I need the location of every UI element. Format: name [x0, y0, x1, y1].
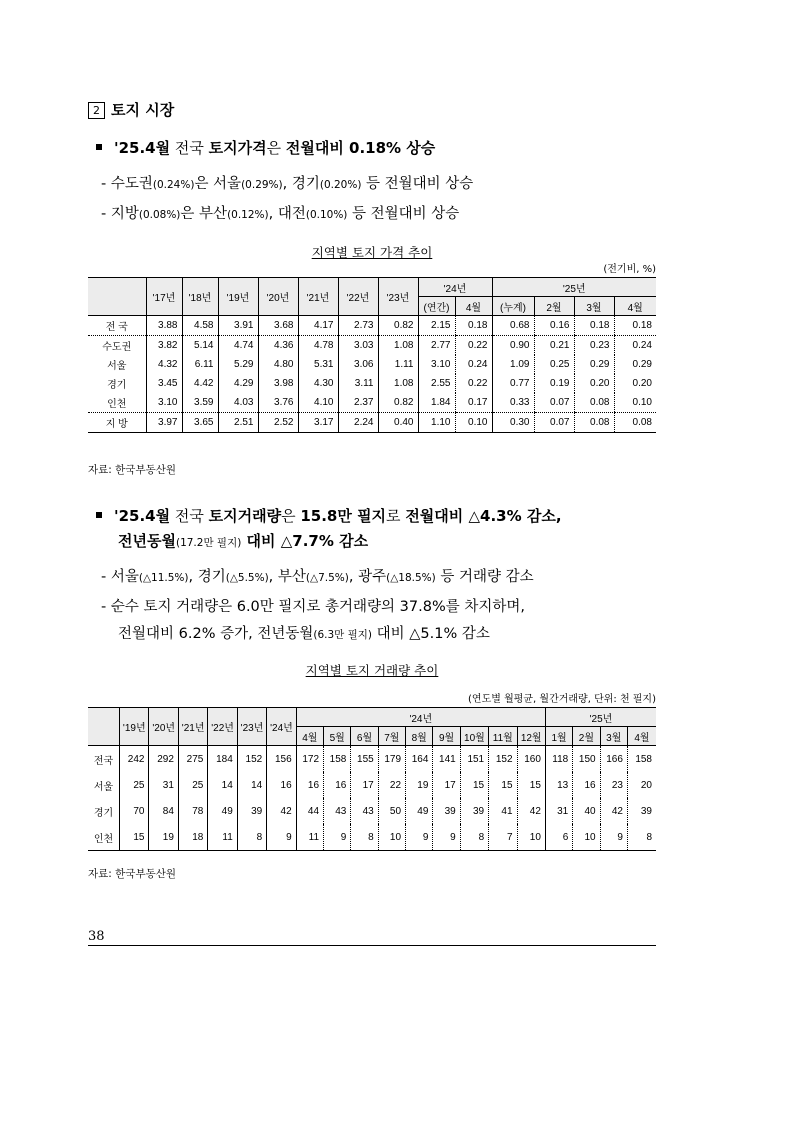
- text: (0.20%): [319, 179, 362, 191]
- table-cell: 118: [545, 746, 572, 773]
- table-cell: 0.20: [574, 374, 614, 393]
- table-cell: 39: [237, 798, 266, 824]
- table-cell: 0.19: [534, 374, 574, 393]
- table-cell: 9: [324, 824, 351, 851]
- table-row: [88, 413, 656, 433]
- text: 등 전월대비 상승: [361, 176, 474, 192]
- table-cell: 11: [296, 824, 323, 851]
- header-month: 10월: [460, 727, 488, 746]
- table-cell: 43: [324, 798, 351, 824]
- table-cell: 0.24: [455, 355, 492, 374]
- row-region: 수도권: [102, 342, 132, 353]
- table-cell: 50: [378, 798, 405, 824]
- land-price-table: [88, 277, 656, 433]
- table-cell: 19: [149, 824, 178, 851]
- table-cell: 4.74: [218, 336, 258, 356]
- text: 서울: [110, 569, 139, 585]
- table-cell: 43: [351, 798, 378, 824]
- header-year: '19년: [218, 278, 258, 316]
- table-cell: 0.23: [574, 336, 614, 356]
- table-cell: 14: [237, 772, 266, 798]
- table-cell: 0.22: [455, 336, 492, 356]
- row-region: 경기: [93, 807, 114, 819]
- text: , 경기: [188, 569, 226, 585]
- table-cell: 39: [433, 798, 460, 824]
- table-cell: 49: [208, 798, 237, 824]
- header-month: 4월: [627, 727, 656, 746]
- row-region: 인천: [88, 393, 146, 413]
- header-year: '22년: [338, 278, 378, 316]
- header-year: '23년: [378, 278, 418, 316]
- table-cell: 8: [627, 824, 656, 851]
- table-cell: 0.17: [455, 393, 492, 413]
- table-cell: 20: [627, 772, 656, 798]
- bullet-keyword: 토지가격: [208, 139, 267, 157]
- table-cell: 9: [600, 824, 627, 851]
- table-cell: 15: [120, 824, 149, 851]
- table2-source: 자료: 한국부동산원: [88, 868, 177, 880]
- table-cell: 25: [178, 772, 207, 798]
- header-year: '19년: [120, 708, 149, 746]
- table-cell: 4.42: [182, 374, 218, 393]
- header-month: 6월: [351, 727, 378, 746]
- table-cell: 0.18: [614, 316, 656, 336]
- table-cell: 3.17: [298, 413, 338, 433]
- bullet-highlight: 전월대비 △4.3% 감소,: [405, 507, 562, 525]
- text: (△18.5%): [386, 572, 436, 584]
- table-cell: 49: [406, 798, 433, 824]
- header-group-25: '25년: [545, 708, 656, 727]
- sub-item-pure-land-line2: [118, 622, 490, 643]
- table-row: [88, 336, 656, 356]
- table-cell: 1.09: [492, 355, 534, 374]
- bullet-land-transactions: [96, 505, 562, 526]
- table-cell: 25: [120, 772, 149, 798]
- section-title: 토지 시장: [111, 101, 175, 119]
- table-cell: 242: [120, 746, 149, 773]
- bullet-date: '25.4월: [114, 507, 171, 525]
- bullet-text: 은: [281, 507, 301, 525]
- table-cell: 44: [296, 798, 323, 824]
- table-cell: 0.25: [534, 355, 574, 374]
- table-cell: 2.55: [418, 374, 455, 393]
- table-cell: 10: [517, 824, 545, 851]
- header-sub: 3월: [574, 297, 614, 316]
- table-row: [88, 393, 656, 413]
- row-region: 지 방: [105, 419, 128, 430]
- table-cell: 8: [351, 824, 378, 851]
- header-month: 12월: [517, 727, 545, 746]
- table2-unit: (연도별 월평균, 월간거래량, 단위: 천 필지): [468, 694, 656, 705]
- table-cell: 11: [208, 824, 237, 851]
- table-row: [88, 355, 656, 374]
- table-cell: 4.30: [298, 374, 338, 393]
- table-cell: 41: [489, 798, 517, 824]
- table-cell: 9: [406, 824, 433, 851]
- table-cell: 158: [627, 746, 656, 773]
- table-cell: 141: [433, 746, 460, 773]
- table-cell: 4.29: [218, 374, 258, 393]
- bullet-text: 전국: [170, 139, 209, 157]
- table-cell: 16: [324, 772, 351, 798]
- row-region: 서울: [107, 361, 127, 372]
- table-cell: 0.29: [574, 355, 614, 374]
- table-cell: 4.78: [298, 336, 338, 356]
- table-cell: 3.03: [338, 336, 378, 356]
- table-cell: 16: [296, 772, 323, 798]
- table-cell: 3.68: [258, 316, 298, 336]
- table-cell: 0.24: [614, 336, 656, 356]
- table-cell: 3.10: [418, 355, 455, 374]
- header-year: '21년: [178, 708, 207, 746]
- table-cell: 275: [178, 746, 207, 773]
- table-cell: 22: [378, 772, 405, 798]
- header-sub: 4월: [455, 297, 492, 316]
- bullet-text: (17.2만 필지): [175, 537, 242, 549]
- table-cell: 4.58: [182, 316, 218, 336]
- table-cell: 39: [460, 798, 488, 824]
- header-year: '20년: [149, 708, 178, 746]
- bullet-date: '25.4월: [114, 139, 171, 157]
- table-cell: 0.07: [534, 413, 574, 433]
- table-cell: 2.37: [338, 393, 378, 413]
- table-cell: 6.11: [182, 355, 218, 374]
- table-cell: 4.10: [298, 393, 338, 413]
- table-cell: 9: [267, 824, 296, 851]
- table2-title: 지역별 토지 거래량 추이: [305, 663, 439, 678]
- square-bullet-icon: [96, 144, 102, 150]
- table-cell: 0.33: [492, 393, 534, 413]
- sub-item-capital: - 수도권(0.24%)은 서울(0.29%), 경기(0.20%) 등 전월대비 상승: [101, 176, 474, 192]
- table-cell: 42: [517, 798, 545, 824]
- header-month: 7월: [378, 727, 405, 746]
- table-cell: 4.36: [258, 336, 298, 356]
- table-row: [88, 824, 656, 851]
- table-row: [88, 316, 656, 336]
- text: (0.29%): [241, 179, 283, 191]
- section-heading: [88, 99, 174, 120]
- sub-item-pure-land: - 순수 토지 거래량은 6.0만 필지로 총거래량의 37.8%를 차지하며,: [101, 599, 525, 615]
- page-number: 38: [88, 929, 105, 944]
- text: 전월대비 6.2% 증가, 전년동월: [118, 626, 314, 642]
- table-cell: 1.84: [418, 393, 455, 413]
- table-cell: 4.03: [218, 393, 258, 413]
- section-number: 2: [88, 102, 105, 119]
- text: (0.10%): [305, 209, 348, 221]
- table-cell: 3.06: [338, 355, 378, 374]
- table-cell: 3.98: [258, 374, 298, 393]
- table-cell: 0.20: [614, 374, 656, 393]
- table-cell: 0.82: [378, 393, 418, 413]
- sub-item-provinces: - 지방(0.08%)은 부산(0.12%), 대전(0.10%) 등 전월대비 상승: [101, 206, 460, 222]
- table-cell: 0.30: [492, 413, 534, 433]
- table-cell: 13: [545, 772, 572, 798]
- text: 대비 △5.1% 감소: [372, 626, 490, 642]
- header-year: '22년: [208, 708, 237, 746]
- table-row: [88, 798, 656, 824]
- table-cell: 8: [237, 824, 266, 851]
- text: (6.3만 필지): [313, 629, 373, 641]
- table-cell: 0.08: [574, 393, 614, 413]
- table-cell: 0.10: [614, 393, 656, 413]
- header-month: 8월: [406, 727, 433, 746]
- table-cell: 8: [460, 824, 488, 851]
- table-cell: 6: [545, 824, 572, 851]
- header-region: [88, 708, 120, 746]
- text: 등 전월대비 상승: [347, 206, 460, 222]
- table-cell: 2.73: [338, 316, 378, 336]
- row-region: 전국: [93, 755, 114, 767]
- table-cell: 15: [489, 772, 517, 798]
- table-cell: 19: [406, 772, 433, 798]
- table-cell: 151: [460, 746, 488, 773]
- table-cell: 3.65: [182, 413, 218, 433]
- table-cell: 292: [149, 746, 178, 773]
- bullet-land-transactions-line2: [118, 530, 368, 551]
- table-cell: 164: [406, 746, 433, 773]
- text: 은 서울: [194, 176, 242, 192]
- table-cell: 1.11: [378, 355, 418, 374]
- table-cell: 42: [267, 798, 296, 824]
- header-sub: 2월: [534, 297, 574, 316]
- header-year: '18년: [182, 278, 218, 316]
- header-year: '21년: [298, 278, 338, 316]
- table-cell: 16: [573, 772, 600, 798]
- table-cell: 17: [351, 772, 378, 798]
- land-transactions-table: [88, 707, 656, 851]
- bullet-highlight: 15.8만 필지: [300, 507, 387, 525]
- text: 은 부산: [180, 206, 228, 222]
- header-sub: (누계): [492, 297, 534, 316]
- table-cell: 3.88: [146, 316, 182, 336]
- text: (0.12%): [227, 209, 269, 221]
- table-cell: 3.10: [146, 393, 182, 413]
- table-cell: 172: [296, 746, 323, 773]
- square-bullet-icon: [96, 512, 102, 518]
- table-cell: 0.16: [534, 316, 574, 336]
- bullet-text: 로: [386, 507, 406, 525]
- row-region: 전 국: [88, 316, 146, 336]
- table-row: [88, 374, 656, 393]
- row-region: 경기: [107, 380, 127, 391]
- table-cell: 0.08: [614, 413, 656, 433]
- row-region: 서울: [93, 781, 114, 793]
- table-cell: 7: [489, 824, 517, 851]
- table-cell: 160: [517, 746, 545, 773]
- table-cell: 2.52: [258, 413, 298, 433]
- header-group-25: '25년: [492, 278, 656, 297]
- text: (0.08%): [138, 209, 181, 221]
- table-cell: 4.80: [258, 355, 298, 374]
- table-cell: 40: [573, 798, 600, 824]
- text: (△11.5%): [138, 572, 189, 584]
- table-cell: 31: [149, 772, 178, 798]
- header-year: '20년: [258, 278, 298, 316]
- header-region: [88, 278, 146, 316]
- header-month: 11월: [489, 727, 517, 746]
- table-cell: 5.14: [182, 336, 218, 356]
- table-cell: 1.10: [418, 413, 455, 433]
- header-month: 2월: [573, 727, 600, 746]
- table-cell: 15: [517, 772, 545, 798]
- table-cell: 10: [573, 824, 600, 851]
- table1-source: 자료: 한국부동산원: [88, 464, 177, 476]
- text: (△7.5%): [305, 572, 349, 584]
- header-month: 5월: [324, 727, 351, 746]
- table-cell: 5.31: [298, 355, 338, 374]
- text: 수도권: [110, 176, 153, 192]
- header-sub: 4월: [614, 297, 656, 316]
- table-cell: 3.11: [338, 374, 378, 393]
- table-cell: 0.18: [574, 316, 614, 336]
- bullet-text: 전국: [170, 507, 209, 525]
- table-cell: 152: [489, 746, 517, 773]
- table1-unit: (전기비, %): [603, 264, 656, 275]
- table-cell: 2.24: [338, 413, 378, 433]
- table-cell: 15: [460, 772, 488, 798]
- table-cell: 156: [267, 746, 296, 773]
- text: , 광주: [348, 569, 387, 585]
- table-cell: 10: [378, 824, 405, 851]
- table-cell: 184: [208, 746, 237, 773]
- table-cell: 3.76: [258, 393, 298, 413]
- table-row: [88, 772, 656, 798]
- table-cell: 3.45: [146, 374, 182, 393]
- table-cell: 150: [573, 746, 600, 773]
- sub-item-regions: - 서울(△11.5%), 경기(△5.5%), 부산(△7.5%), 광주(△18.5%) 등 거래량 감소: [101, 569, 534, 585]
- table-cell: 0.29: [614, 355, 656, 374]
- table-cell: 9: [433, 824, 460, 851]
- header-group-24: '24년: [296, 708, 545, 727]
- table-cell: 0.10: [455, 413, 492, 433]
- table-cell: 18: [178, 824, 207, 851]
- table-cell: 1.08: [378, 374, 418, 393]
- table-cell: 84: [149, 798, 178, 824]
- table1-title: 지역별 토지 가격 추이: [311, 245, 433, 260]
- table-cell: 3.59: [182, 393, 218, 413]
- text: , 부산: [268, 569, 306, 585]
- header-year: '17년: [146, 278, 182, 316]
- header-year: '24년: [267, 708, 296, 746]
- table-cell: 4.17: [298, 316, 338, 336]
- row-region: 인천: [93, 833, 114, 845]
- table-cell: 23: [600, 772, 627, 798]
- text: 순수 토지 거래량은 6.0만 필지로 총거래량의 37.8%를 차지하며,: [110, 599, 525, 615]
- table-cell: 0.77: [492, 374, 534, 393]
- table-cell: 0.21: [534, 336, 574, 356]
- header-month: 1월: [545, 727, 572, 746]
- table-cell: 0.18: [455, 316, 492, 336]
- header-month: 4월: [296, 727, 323, 746]
- table-cell: 2.77: [418, 336, 455, 356]
- bullet-keyword: 전년동월: [118, 532, 176, 550]
- table-cell: 39: [627, 798, 656, 824]
- table-cell: 0.82: [378, 316, 418, 336]
- text: 등 거래량 감소: [435, 569, 534, 585]
- table-row: [88, 746, 656, 773]
- table-cell: 158: [324, 746, 351, 773]
- text: (△5.5%): [225, 572, 269, 584]
- header-sub: (연간): [418, 297, 455, 316]
- table-cell: 179: [378, 746, 405, 773]
- bullet-text: 은: [266, 139, 286, 157]
- table-cell: 70: [120, 798, 149, 824]
- table-cell: 152: [237, 746, 266, 773]
- header-month: 9월: [433, 727, 460, 746]
- table-cell: 17: [433, 772, 460, 798]
- text: (0.24%): [152, 179, 195, 191]
- footer-rule: [88, 945, 656, 946]
- table-cell: 155: [351, 746, 378, 773]
- header-group-24: '24년: [418, 278, 492, 297]
- text: 지방: [110, 206, 139, 222]
- table-cell: 0.40: [378, 413, 418, 433]
- table-cell: 4.32: [146, 355, 182, 374]
- bullet-keyword: 토지거래량: [208, 507, 282, 525]
- table-cell: 42: [600, 798, 627, 824]
- table-cell: 5.29: [218, 355, 258, 374]
- table-cell: 1.08: [378, 336, 418, 356]
- text: , 경기: [282, 176, 320, 192]
- bullet-land-price: [96, 137, 435, 158]
- header-year: '23년: [237, 708, 266, 746]
- text: , 대전: [268, 206, 306, 222]
- table-cell: 3.97: [146, 413, 182, 433]
- table-cell: 0.68: [492, 316, 534, 336]
- bullet-highlight: 대비 △7.7% 감소: [241, 532, 369, 550]
- table-cell: 0.08: [574, 413, 614, 433]
- table-cell: 78: [178, 798, 207, 824]
- table-cell: 3.82: [146, 336, 182, 356]
- table-cell: 14: [208, 772, 237, 798]
- table-cell: 31: [545, 798, 572, 824]
- table-cell: 16: [267, 772, 296, 798]
- table-cell: 0.90: [492, 336, 534, 356]
- table-cell: 0.22: [455, 374, 492, 393]
- bullet-highlight: 전월대비 0.18% 상승: [285, 139, 436, 157]
- table-cell: 2.51: [218, 413, 258, 433]
- table-cell: 166: [600, 746, 627, 773]
- table-cell: 2.15: [418, 316, 455, 336]
- table-cell: 0.07: [534, 393, 574, 413]
- header-month: 3월: [600, 727, 627, 746]
- table-cell: 3.91: [218, 316, 258, 336]
